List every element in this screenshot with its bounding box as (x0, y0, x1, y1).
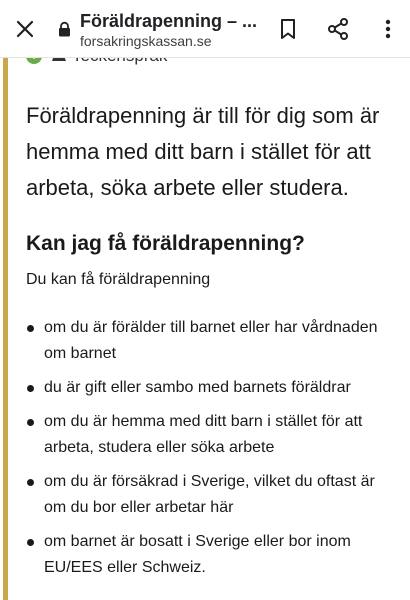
close-icon (16, 20, 34, 38)
page-title: Föräldrapenning – ... (80, 11, 258, 31)
share-button[interactable] (326, 17, 350, 41)
list-item: om du är förälder till barnet eller har vårdnaden om barnet (26, 315, 398, 367)
browser-toolbar (0, 0, 410, 58)
section-subtext: Du kan få föräldrapenning (26, 271, 211, 288)
page-content (0, 58, 410, 600)
bookmark-icon (276, 17, 300, 41)
eligibility-list (26, 315, 398, 589)
more-vert-icon (385, 19, 391, 39)
lock-icon (58, 22, 71, 37)
section-heading: Kan jag få föräldrapenning? (26, 232, 305, 255)
address-area[interactable] (80, 11, 260, 50)
share-icon (326, 17, 350, 41)
intro-text: Föräldrapenning är till för dig som är hemma med ditt barn i stället för att arbeta, söka arbete eller studera. (26, 103, 380, 200)
list-item: om du är hemma med ditt barn i stället för att arbeta, studera eller söka arbete (26, 409, 398, 461)
accent-bar (3, 58, 8, 600)
page-url: forsakringskassan.se (80, 33, 212, 49)
list-item: om du är försäkrad i Sverige, vilket du oftast är om du bor eller arbetar här (26, 469, 398, 521)
list-item: om barnet är bosatt i Sverige eller bor inom EU/EES eller Schweiz. (26, 529, 398, 581)
list-item: du är gift eller sambo med barnets föräldrar (26, 375, 398, 401)
menu-button[interactable] (376, 17, 400, 41)
bookmark-button[interactable] (276, 17, 300, 41)
close-button[interactable] (13, 17, 37, 41)
